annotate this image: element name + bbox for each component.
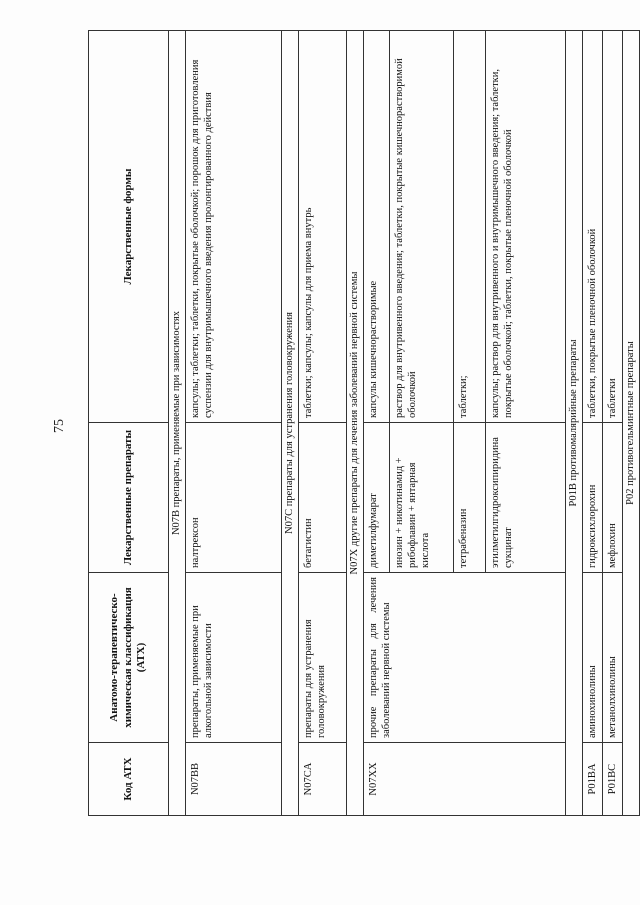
cell-forms-n07xx-4: капсулы; раствор для внутривенного и внутримышечного введения; таблетки, покрытые оболочкой; таблетки, покрытые пленочной оболочкой: [486, 31, 566, 423]
group-title-n07x: N07X другие препараты для лечения заболеваний нервной системы: [347, 31, 364, 816]
cell-drug-n07xx-2: инозин + никотинамид + рибофлавин + янтарная кислота: [390, 423, 454, 573]
cell-classification-n07xx: прочие препараты для лечения заболеваний нервной системы: [364, 573, 566, 743]
group-title-p02: P02 противогельминтные препараты: [623, 31, 640, 816]
group-row-n07c: [282, 31, 299, 816]
table-row-p01bc: [603, 31, 623, 816]
cell-classification-p01ba: аминохинолины: [583, 573, 603, 743]
cell-classification-n07ca: препараты для устранения головокружения: [299, 573, 347, 743]
cell-forms-n07bb: капсулы; таблетки; таблетки, покрытые оболочкой; порошок для приготовления суспензии для внутримышечного введения пролонгированного действия: [186, 31, 282, 423]
cell-code-p01bc: P01BC: [603, 743, 623, 816]
group-title-p01b: P01B противомалярийные препараты: [566, 31, 583, 816]
header-code: Код АТХ: [89, 743, 169, 816]
cell-drug-p01ba: гидроксихлорохин: [583, 423, 603, 573]
group-row-n07b: [169, 31, 186, 816]
group-row-n07x: [347, 31, 364, 816]
header-forms: Лекарственные формы: [89, 31, 169, 423]
drug-table: [88, 30, 640, 816]
cell-code-n07bb: N07BB: [186, 743, 282, 816]
page-number: 75: [52, 419, 67, 433]
table-row-n07xx-1: [364, 31, 390, 816]
table-row-n07bb: [186, 31, 282, 816]
group-row-p01b: [566, 31, 583, 816]
header-classification: Анатомо-терапевтическо-химическая классификация (АТХ): [89, 573, 169, 743]
cell-classification-n07bb: препараты, применяемые при алкогольной зависимости: [186, 573, 282, 743]
cell-forms-n07xx-1: капсулы кишечнорастворимые: [364, 31, 390, 423]
cell-forms-n07xx-3: таблетки;: [454, 31, 486, 423]
cell-forms-n07ca: таблетки; капсулы; капсулы для приема внутрь: [299, 31, 347, 423]
group-row-p02: [623, 31, 640, 816]
cell-code-n07xx: N07XX: [364, 743, 566, 816]
cell-classification-p01bc: метанолхинолины: [603, 573, 623, 743]
cell-code-p01ba: P01BA: [583, 743, 603, 816]
cell-forms-n07xx-2: раствор для внутривенного введения; таблетки, покрытые кишечнорастворимой оболочкой: [390, 31, 454, 423]
cell-drug-n07xx-3: тетрабеназин: [454, 423, 486, 573]
cell-drug-n07ca: бетагистин: [299, 423, 347, 573]
table-row-n07ca: [299, 31, 347, 816]
cell-drug-n07xx-4: этилметилгидроксипиридина сукцинат: [486, 423, 566, 573]
cell-forms-p01bc: таблетки: [603, 31, 623, 423]
table-header-row: [89, 31, 169, 816]
header-drugs: Лекарственные препараты: [89, 423, 169, 573]
cell-drug-p01bc: мефлохин: [603, 423, 623, 573]
group-title-n07c: N07C препараты для устранения головокружения: [282, 31, 299, 816]
rotated-document: [88, 31, 637, 816]
cell-code-n07ca: N07CA: [299, 743, 347, 816]
group-title-n07b: N07B препараты, применяемые при зависимостях: [169, 31, 186, 816]
cell-drug-n07xx-1: диметилфумарат: [364, 423, 390, 573]
cell-drug-n07bb: налтрексон: [186, 423, 282, 573]
cell-forms-p01ba: таблетки, покрытые пленочной оболочкой: [583, 31, 603, 423]
table-row-p01ba: [583, 31, 603, 816]
